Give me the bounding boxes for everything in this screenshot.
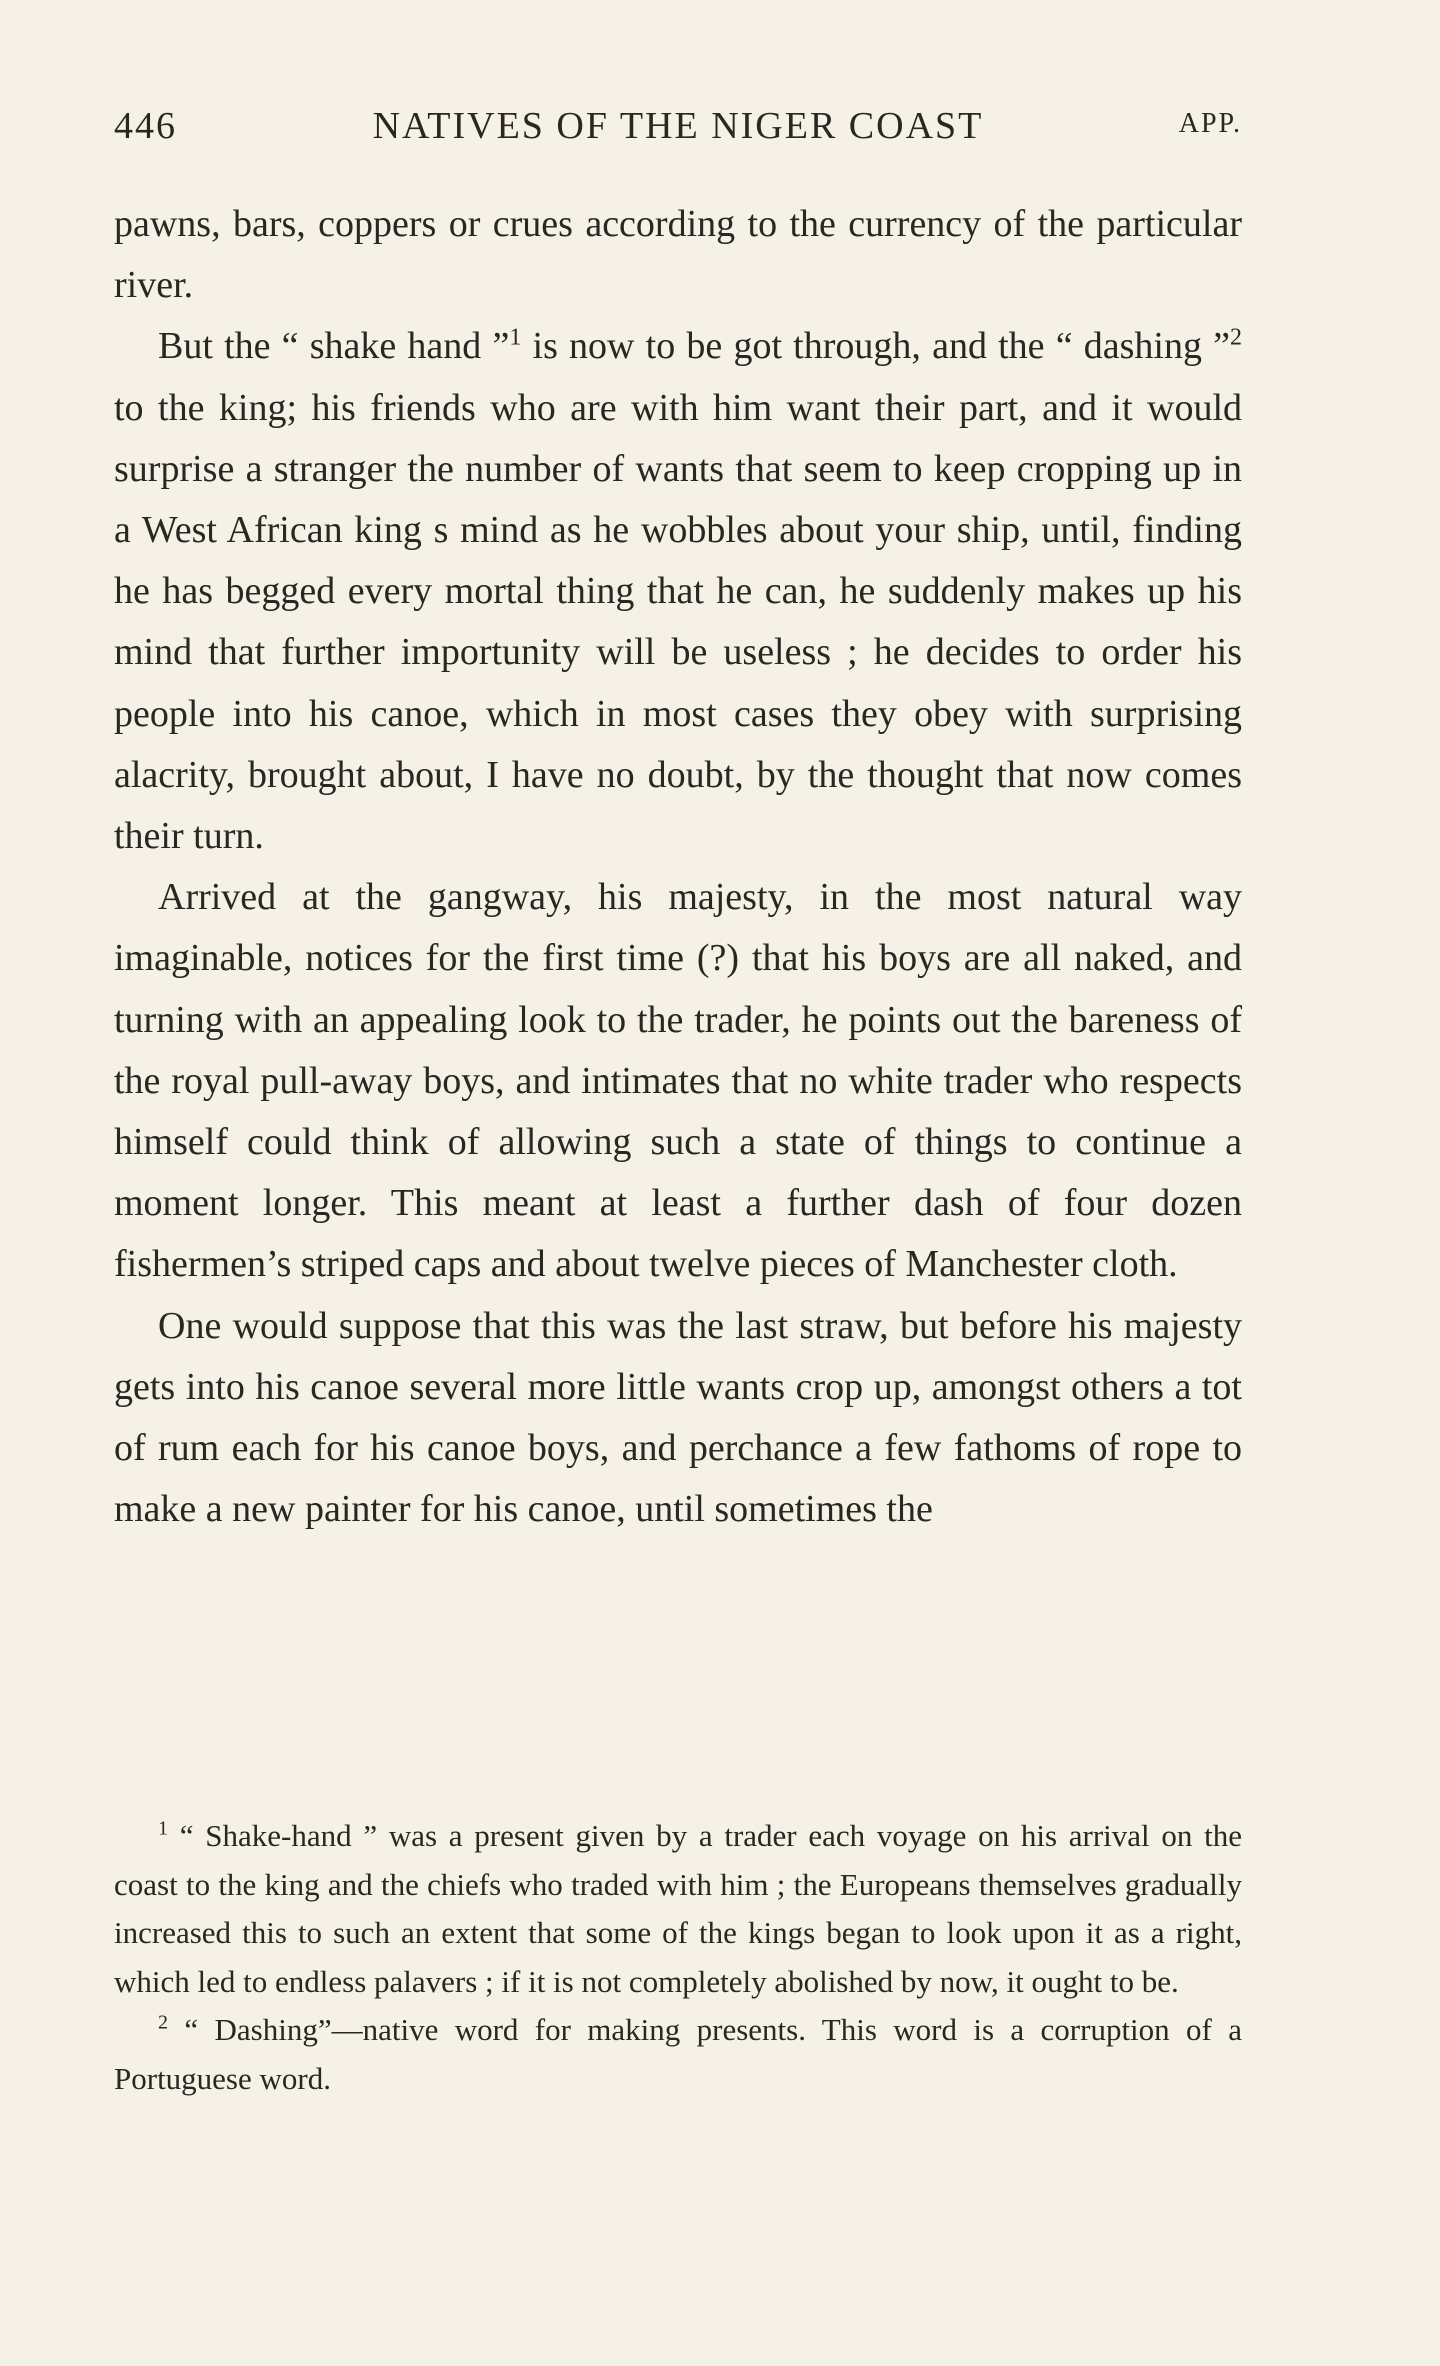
paragraph-4: One would suppose that this was the last straw, but before his majesty gets into his canoe several more little wants crop up, amongst others a tot of rum each for his canoe boys, and perchance a few fathoms of rope to make a new painter for his canoe, until sometimes the bbox=[114, 1304, 1242, 1531]
running-header bbox=[114, 104, 1242, 160]
paragraph-1: pawns, bars, coppers or crues according to the currency of the particular river. bbox=[114, 203, 1242, 307]
footnote-1-text: “ Shake-hand ” was a present given by a trader each voyage on his arrival on the coast to the king and the chiefs who traded with him ; the Europeans themselves gradually increased this to such an extent that some of the kings began to look upon it as a right, which led to endless palavers ; if it is not completely abolished by now, it ought to be. bbox=[114, 1818, 1243, 1999]
running-title: NATIVES OF THE NIGER COAST bbox=[372, 105, 984, 147]
footnote-ref-2: 2 bbox=[1230, 324, 1243, 351]
paragraph-2-part-b: is now to be got through, and the “ dashing ” bbox=[532, 325, 1231, 368]
footnote-ref-1: 1 bbox=[509, 324, 522, 351]
paragraph-2-part-c: to the king; his friends who are with him want their part, and it would surprise a stranger the number of wants that seem to keep cropping up in a West African king s mind as he wobbles about your ship, until, finding he has begged every mortal thing that he can, he suddenly makes up his mind that further importunity will be useless ; he decides to order his people into his canoe, which in most cases they obey with surprising alacrity, brought about, I have no doubt, by the thought that now comes their turn. bbox=[114, 386, 1242, 858]
page-number: 446 bbox=[114, 105, 177, 147]
footnote-2-mark: 2 bbox=[158, 2011, 168, 2034]
footnote-1-mark: 1 bbox=[158, 1817, 168, 1840]
footnotes bbox=[114, 1812, 1242, 2103]
section-label: APP. bbox=[1178, 108, 1242, 139]
paragraph-2 bbox=[114, 316, 1242, 867]
footnote-2 bbox=[114, 2006, 1242, 2103]
footnote-2-text: “ Dashing”—native word for making presents. This word is a corruption of a Portuguese word. bbox=[114, 2012, 1242, 2096]
footnote-1 bbox=[114, 1812, 1242, 2006]
paragraph-2-part-a: But the “ shake hand ” bbox=[158, 325, 510, 368]
paragraph-3: Arrived at the gangway, his majesty, in the most natural way imaginable, notices for the first time (?) that his boys are all naked, and turning with an appealing look to the trader, he points out the bareness of the royal pull-away boys, and intimates that no white trader who respects himself could think of allowing such a state of things to continue a moment longer. This meant at least a further dash of four dozen fishermen’s striped caps and about twelve pieces of Manchester cloth. bbox=[114, 876, 1242, 1286]
body-text bbox=[114, 194, 1242, 1540]
